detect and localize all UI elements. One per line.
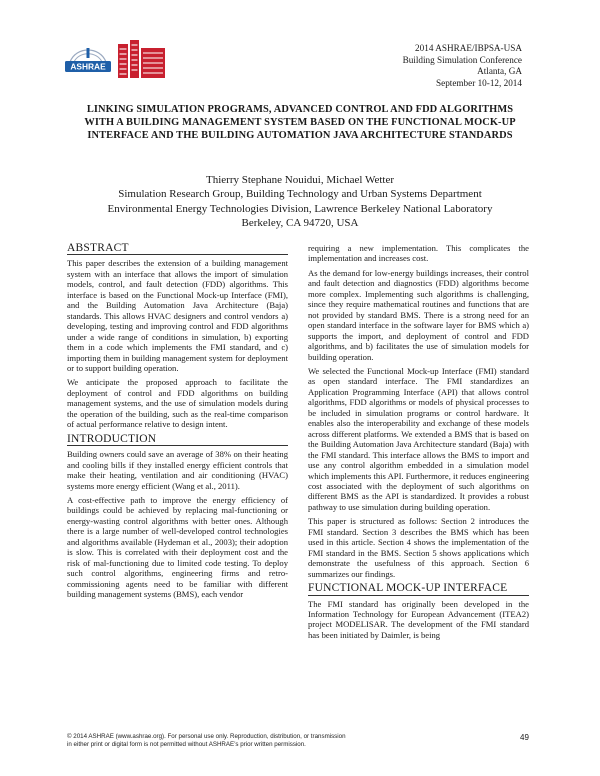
fmi-heading: FUNCTIONAL MOCK-UP INTERFACE: [308, 583, 529, 595]
abstract-paragraph: We anticipate the proposed approach to facilitate the deployment of control and FDD algorithms on building management systems, and the use of simulation models during the operation of the building, such as the real-time comparison of actual performance relative to design intent.: [67, 377, 288, 430]
introduction-paragraph: Building owners could save an average of 38% on their heating and cooling bills if they installed energy efficient controls that make their heating, ventilation and air conditioning (HVAC) systems more energy efficient (Wang et al., 2011).: [67, 449, 288, 491]
ibpsa-logo: [118, 40, 166, 82]
conference-info: [403, 43, 522, 89]
paper-title: LINKING SIMULATION PROGRAMS, ADVANCED CONTROL AND FDD ALGORITHMS WITH A BUILDING MANAGEMENT SYSTEM BASED ON THE FUNCTIONAL MOCK-UP INTERFACE AND THE BUILDING AUTOMATION JAVA ARCHITECTURE STANDARDS: [84, 104, 516, 142]
abstract-paragraph: This paper describes the extension of a building management system with an interface that allows the import of simulation models, control, and fault detection (FDD) algorithms. This interface is based on the Functional Mock-up Interface (FMI), and the Building Automation Java Architecture (Baja) standards. This allows HVAC designers and control vendors a) developing, testing and improving control and FDD algorithms under a wide range of conditions in simulation, b) exporting them in a code which implements the FMI standard, and c) importing them in building management system for deployment or to support building operation.: [67, 258, 288, 373]
page-number: 49: [520, 733, 529, 742]
author-group: Simulation Research Group, Building Technology and Urban Systems Department: [118, 188, 482, 201]
conference-line: Atlanta, GA: [477, 66, 522, 77]
ashrae-logo-text: ASHRAE: [70, 61, 106, 72]
author-city: Berkeley, CA 94720, USA: [241, 217, 359, 230]
author-names: Thierry Stephane Nouidui, Michael Wetter: [206, 174, 394, 186]
fmi-paragraph: The FMI standard has originally been developed in the Information Technology for European Advancement (ITEA2) project MODELISAR. The development of the FMI standard has been initiated by Daimler, is being: [308, 598, 529, 640]
copyright-line: © 2014 ASHRAE (www.ashrae.org). For personal use only. Reproduction, distribution, or transmission: [67, 733, 346, 740]
introduction-paragraph: requiring a new implementation. This complicates the implementation and increases cost.: [308, 243, 529, 264]
author-block: [78, 173, 522, 231]
introduction-paragraph: We selected the Functional Mock-up Interface (FMI) standard as open standard interface. The FMI standardizes an Application Programming Interface (API) that allows control algorithms, FDD algorithms or models of physical processes to be included in simulation programs or control hardware. It enables also the interoperability and exchange of these models across different platforms. We extended a BMS that is based on the Building Automation Java Architecture standard (Baja) with the FMI standard. This interface allows the BMS to import and use any control algorithm embedded in a simulation model which implements this API. Furthermore, it reduces engineering cost associated with the deployment of such algorithms on different BMS as the API is standardized. It provides a robust pathway to use simulation during building operation.: [308, 365, 529, 512]
conference-line: Building Simulation Conference: [402, 54, 522, 65]
copyright-line: in either print or digital form is not permitted without ASHRAE’s prior written permission.: [67, 741, 306, 748]
ashrae-logo: [64, 42, 112, 78]
author-division: Environmental Energy Technologies Division, Lawrence Berkeley National Laboratory: [107, 202, 493, 215]
introduction-paragraph: This paper is structured as follows: Section 2 introduces the FMI standard. Section 3 describes the BMS which has been used in this article. Section 4 shows the implementation of the FMI standard in the BMS. Section 5 shows applications which demonstrate the usefulness of this approach. Section 6 summarizes our findings.: [308, 516, 529, 579]
conference-line: September 10-12, 2014: [436, 77, 522, 88]
introduction-paragraph: As the demand for low-energy buildings increases, their control and fault detection and diagnostics (FDD) algorithms become more complex. Implementing such algorithms is challenging, since they require mathematical routines and functions that are not provided by standard BMS. There is a strong need for an open standard interface in the software layer for BMS which a) supports the import, and deployment of control and FDD algorithms, and b) facilitates the use of simulation models for building operation.: [308, 267, 529, 362]
introduction-paragraph: A cost-effective path to improve the energy efficiency of buildings could be achieved by replacing mal-functioning or energy-wasting control algorithms with better ones. Although there is a large number of well-developed control technologies and algorithms available (Hydeman et al., 2003); their adoption is slow. This is correlated with their deployment cost and the risk of mal-functioning due to limited code testing. To deploy such control algorithms, engineering firms and retro-commissioning agents need to be familiar with different building management systems (BMS), each vendor: [67, 494, 288, 600]
introduction-heading: INTRODUCTION: [67, 434, 288, 446]
copyright-notice: [67, 733, 487, 749]
abstract-heading: ABSTRACT: [67, 243, 288, 255]
left-column: [67, 243, 288, 604]
conference-line: 2014 ASHRAE/IBPSA-USA: [415, 43, 522, 53]
right-column: [308, 243, 529, 644]
